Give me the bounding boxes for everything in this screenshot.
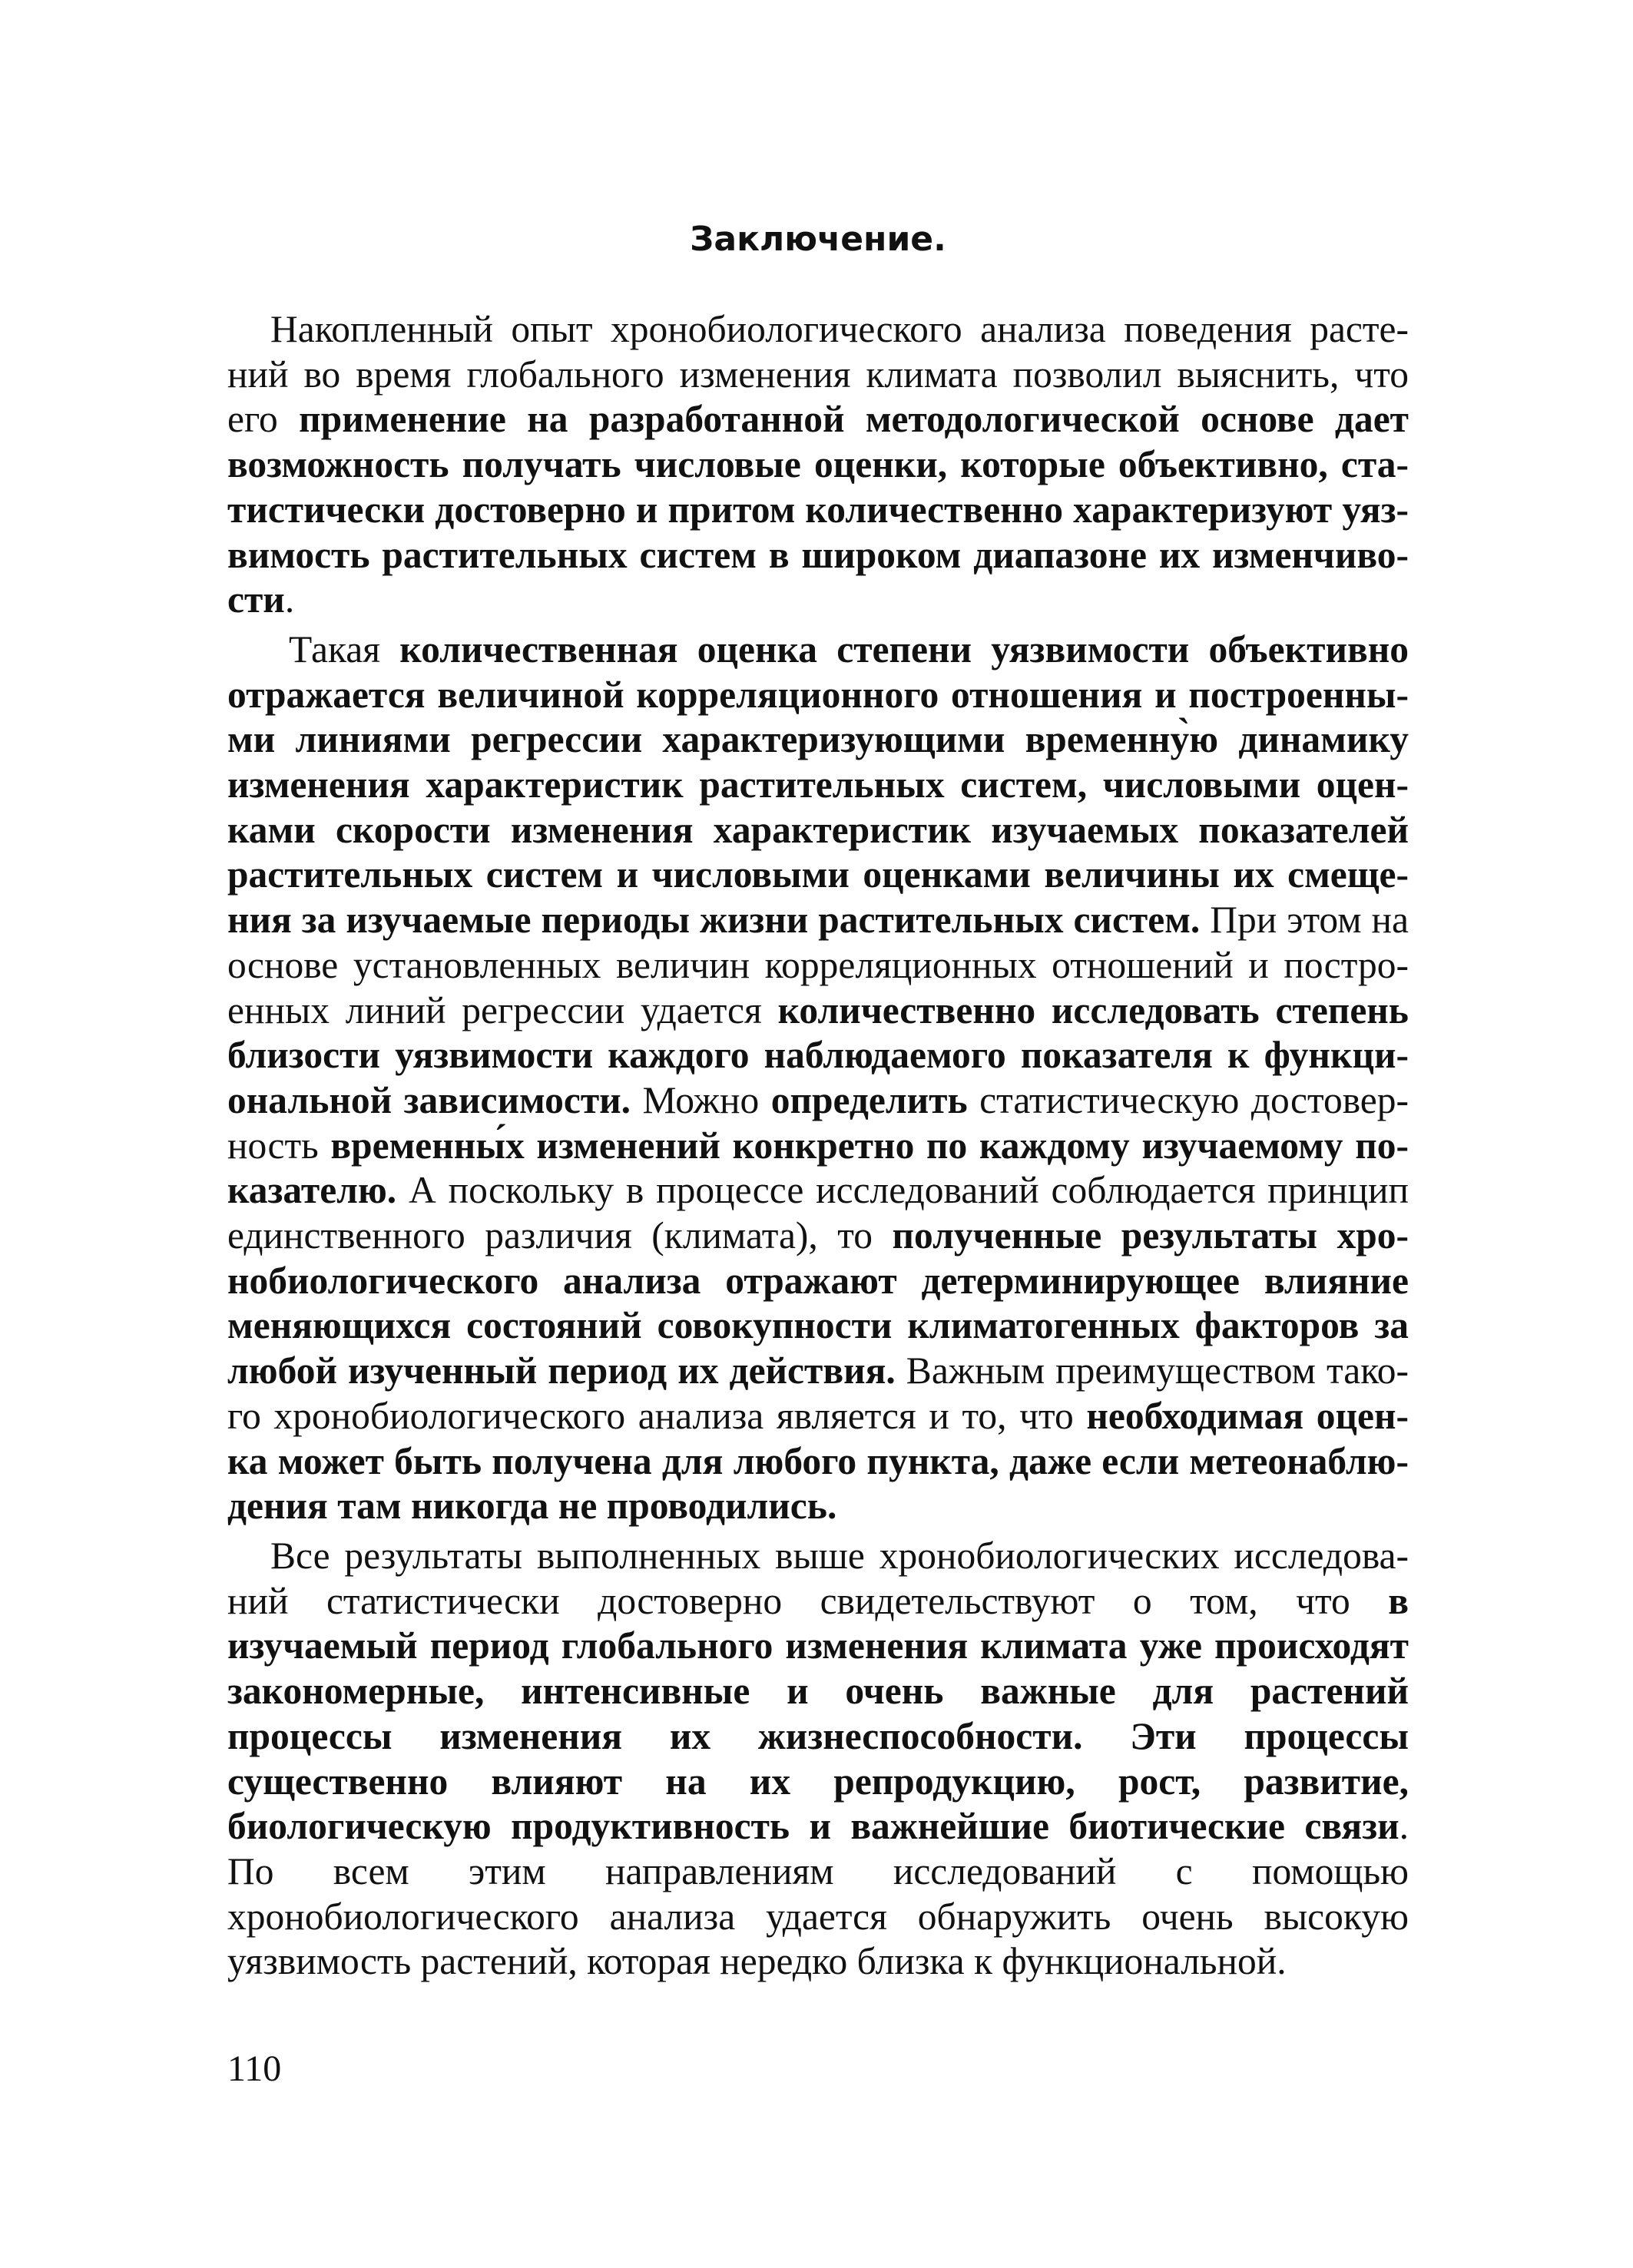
text-segment: Можно (631, 1078, 771, 1121)
text-segment: Накопленный опыт хронобиологического анализа поведения растений во время глобального изменения климата позволил выяснить, что его (227, 308, 1409, 441)
body-text (227, 307, 1409, 1989)
section-title: Заключение. (690, 220, 946, 259)
bold-text-segment: необходимая оценка может быть получена для любого пункта, даже если метеонаблюдения там никогда не проводились. (227, 1394, 1409, 1528)
text-segment: статистическую достоверность (227, 1078, 1409, 1167)
text-segment: А поскольку в процессе исследований соблюдается принцип единственного различия (климата), то (227, 1169, 1409, 1257)
bold-text-segment: в изучаемый период глобального изменения климата уже происходят закономерные, интенсивные и очень важные для растений процессы изменения их жизнеспособности. Эти процессы существенно влияют на их репродукцию, рост, развитие, биологическую продуктивность и важнейшие биотические связи (227, 1579, 1409, 1848)
text-segment: При этом на основе установленных величин корреляционных отношений и построенных линий регрессии удается (227, 899, 1409, 1031)
bold-text-segment: временны́х изменений конкретно по каждому изучаемому показателю. (227, 1124, 1409, 1212)
text-segment: Все результаты выполненных выше хронобиологических исследований статистически достоверно свидетельствуют о том, что (227, 1534, 1409, 1622)
bold-text-segment: определить (770, 1078, 968, 1121)
text-segment: . По всем этим направлениям исследований с помощью хронобиологического анализа удается обнаружить очень высокую уязвимость растений, которая нередко близка к функциональной. (227, 1805, 1409, 1983)
paragraph (227, 307, 1409, 623)
text-segment: Такая (289, 627, 400, 670)
paragraph (227, 627, 1409, 1529)
paragraph (227, 1534, 1409, 1985)
bold-text-segment: количественно исследовать степень близости уязвимости каждого наблюдаемого показателя к функциональной зависимости. (227, 988, 1409, 1121)
text-segment: . (284, 578, 295, 621)
text-segment: Важным преимуществом такого хронобиологического анализа является и то, что (227, 1349, 1409, 1437)
bold-text-segment: полученные результаты хронобиологического анализа отражают детерминирующее влияние меняющихся состояний совокупности климатогенных факторов за любой изученный период их действия. (227, 1214, 1409, 1392)
bold-text-segment: применение на разработанной методологической основе дает возможность получать числовые оценки, которые объективно, статистически достоверно и притом количественно характеризуют уязвимость растительных систем в широком диапазоне их изменчивости (227, 398, 1409, 621)
page-number: 110 (227, 2048, 282, 2089)
document-page (227, 0, 1409, 2268)
bold-text-segment: количественная оценка степени уязвимости объективно отражается величиной корреляционного отношения и построенными линиями регрессии характеризующими временну̀ю динамику изменения характеристик растительных систем, числовыми оценками скорости изменения характеристик изучаемых показателей растительных систем и числовыми оценками величины их смещения за изучаемые периоды жизни растительных систем. (227, 627, 1409, 942)
